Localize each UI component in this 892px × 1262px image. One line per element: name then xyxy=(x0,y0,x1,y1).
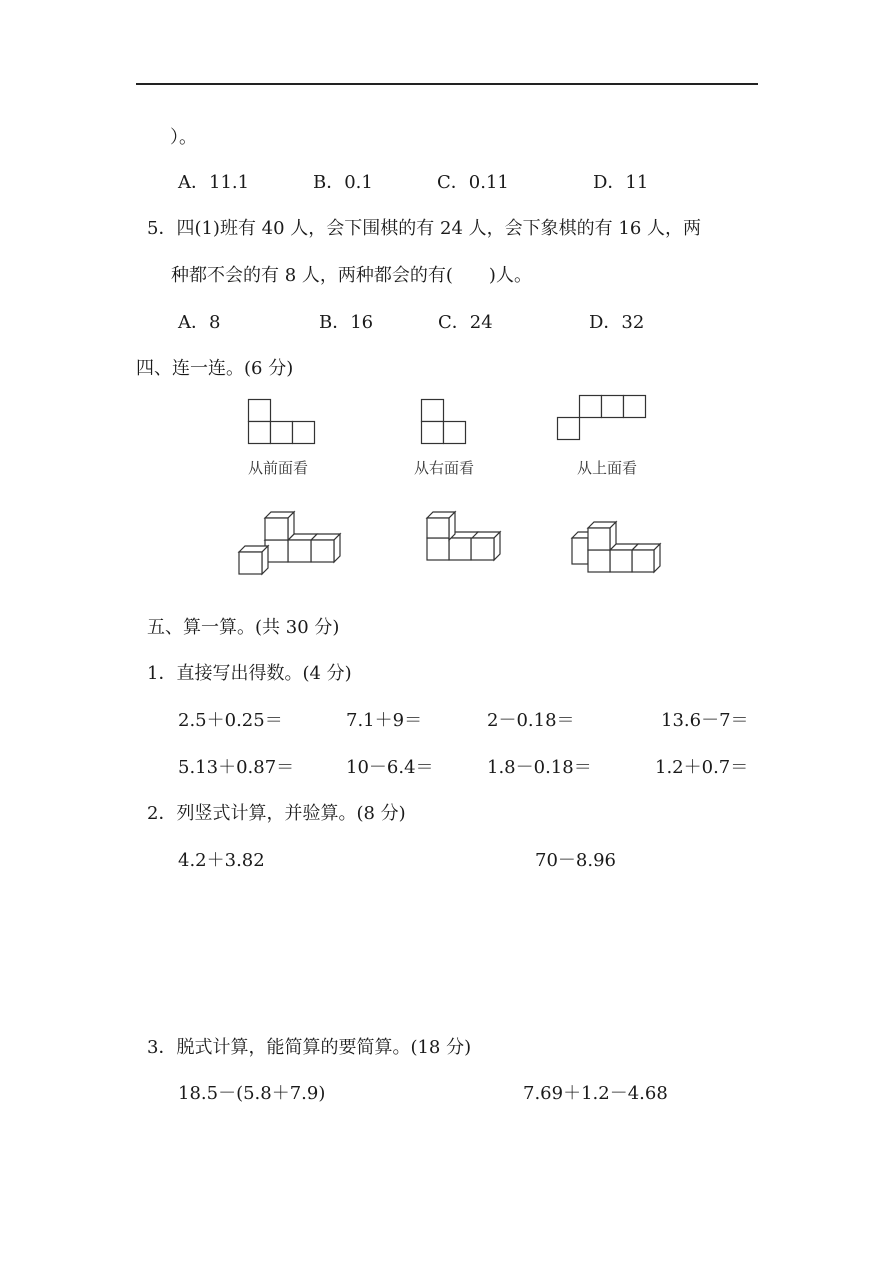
q4-option-c: C．0.11 xyxy=(437,172,509,193)
q2-title: 2．列竖式计算，并验算。(8 分) xyxy=(147,803,406,824)
q1-item-3: 2－0.18＝ xyxy=(487,710,575,731)
solid-figure-2 xyxy=(426,510,502,570)
header-rule xyxy=(136,83,758,85)
q5-option-a: A．8 xyxy=(178,312,221,333)
q3-title: 3．脱式计算，能简算的要简算。(18 分) xyxy=(147,1037,472,1058)
solid-figure-3 xyxy=(570,518,662,580)
q2-item-1: 4.2＋3.82 xyxy=(178,850,265,871)
q4-option-b: B．0.1 xyxy=(313,172,373,193)
q1-item-6: 10－6.4＝ xyxy=(346,757,434,778)
q4-option-a: A．11.1 xyxy=(178,172,250,193)
section4-title: 四、连一连。(6 分) xyxy=(136,358,294,379)
q1-item-2: 7.1＋9＝ xyxy=(346,710,423,731)
q4-option-d: D．11 xyxy=(593,172,649,193)
q5-option-b: B．16 xyxy=(319,312,374,333)
section5-title: 五、算一算。(共 30 分) xyxy=(147,617,340,638)
q1-title: 1．直接写出得数。(4 分) xyxy=(147,663,352,684)
q1-item-1: 2.5＋0.25＝ xyxy=(178,710,283,731)
q1-item-4: 13.6－7＝ xyxy=(661,710,749,731)
q4-tail: ）。 xyxy=(170,127,197,148)
q5-option-d: D．32 xyxy=(589,312,645,333)
right-view-figure xyxy=(421,399,467,445)
q5-line1: 5．四(1)班有 40 人，会下围棋的有 24 人，会下象棋的有 16 人，两 xyxy=(147,218,701,239)
q5-line2: 种都不会的有 8 人，两种都会的有( )人。 xyxy=(171,265,532,286)
q1-item-8: 1.2＋0.7＝ xyxy=(655,757,749,778)
front-view-figure xyxy=(248,399,316,445)
caption-top-view: 从上面看 xyxy=(577,459,638,477)
caption-front-view: 从前面看 xyxy=(248,459,309,477)
q5-option-c: C．24 xyxy=(438,312,493,333)
q1-item-5: 5.13＋0.87＝ xyxy=(178,757,295,778)
q2-item-2: 70－8.96 xyxy=(535,850,616,871)
q3-item-1: 18.5－(5.8＋7.9) xyxy=(178,1083,326,1104)
q1-item-7: 1.8－0.18＝ xyxy=(487,757,592,778)
q3-item-2: 7.69＋1.2－4.68 xyxy=(523,1083,668,1104)
caption-right-view: 从右面看 xyxy=(414,459,475,477)
solid-figure-1 xyxy=(236,508,342,578)
top-view-figure xyxy=(557,395,647,441)
